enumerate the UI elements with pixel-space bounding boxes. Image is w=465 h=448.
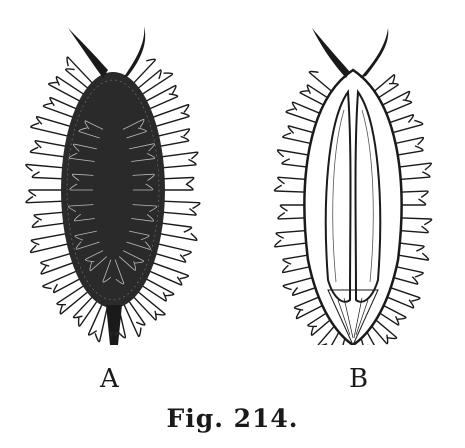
spine-hook xyxy=(95,304,108,342)
spine-hook xyxy=(387,115,413,124)
spine-hook xyxy=(123,302,141,337)
spine-hook xyxy=(31,244,69,253)
spine-hook xyxy=(398,172,430,180)
spine-hook xyxy=(278,213,307,219)
burr-whole-illustration xyxy=(18,0,208,345)
burr-horn-right xyxy=(360,28,388,78)
spine-hook xyxy=(89,302,104,335)
spine-hook xyxy=(34,212,64,220)
spine-hook xyxy=(152,262,189,279)
spine-hook xyxy=(50,98,78,110)
spine-hook xyxy=(162,209,196,216)
spine-hook xyxy=(276,230,308,238)
spine-hook xyxy=(137,70,161,89)
spine-hook xyxy=(292,102,322,114)
spine-hook xyxy=(148,94,177,110)
spine-hook xyxy=(395,146,423,156)
spine-hook xyxy=(161,152,198,159)
spine-hook xyxy=(163,201,200,208)
spine-hook xyxy=(26,164,64,171)
spine-hook xyxy=(163,177,194,183)
spine-hook xyxy=(159,233,197,240)
spine-hook xyxy=(79,299,99,326)
artist-signature: F.H. xyxy=(109,330,122,339)
spine-hook xyxy=(132,295,156,320)
spine-hook xyxy=(29,190,63,196)
spine-hook xyxy=(32,172,63,179)
spine-hook xyxy=(282,159,309,167)
burr-horn-left xyxy=(68,28,108,78)
spine-hook xyxy=(397,163,432,170)
spine-hook xyxy=(283,277,316,290)
spine-hook xyxy=(300,91,326,107)
spine-hook xyxy=(66,69,90,90)
spine-hook xyxy=(161,223,192,232)
spine-hook xyxy=(37,117,72,127)
spine-hook xyxy=(30,147,65,157)
spine-hook xyxy=(288,126,316,133)
spine-hook xyxy=(162,159,196,167)
spine-hook xyxy=(399,191,428,197)
spine-hook xyxy=(159,136,188,146)
burr-horn-left xyxy=(312,28,350,78)
spine-hook xyxy=(155,253,186,262)
spine-hook xyxy=(283,133,313,144)
spine-hook xyxy=(399,199,426,205)
spine-hook xyxy=(73,295,93,317)
spine-hook xyxy=(56,77,85,95)
spine-hook xyxy=(67,57,94,85)
panel-label-a: A xyxy=(100,364,119,394)
spine-hook xyxy=(141,73,173,95)
spine-hook xyxy=(32,221,65,228)
spine-hook xyxy=(41,253,72,266)
spine-hook xyxy=(278,177,308,184)
spine-hook xyxy=(278,150,311,157)
spine-hook xyxy=(275,240,310,247)
spine-hook xyxy=(35,141,67,148)
spine-hook xyxy=(57,285,85,305)
spine-hook xyxy=(390,120,423,133)
spine-hook xyxy=(31,234,66,245)
spine-hook xyxy=(145,278,174,296)
spine-hook xyxy=(393,138,424,145)
spine-hook xyxy=(128,299,145,325)
spine-hook xyxy=(41,262,74,274)
spine-hook xyxy=(163,184,193,190)
burr-wall xyxy=(304,70,401,345)
spine-hook xyxy=(31,123,69,136)
spine-hook xyxy=(309,71,334,93)
burr-stalk xyxy=(106,305,122,345)
spine-hook xyxy=(395,253,428,260)
spine-hook xyxy=(280,205,307,211)
spine-hook xyxy=(399,218,432,225)
spine-hook xyxy=(137,291,165,315)
spine-hook xyxy=(43,271,78,289)
spine-hook xyxy=(26,197,63,203)
spine-hook xyxy=(152,105,189,118)
spine-hook xyxy=(274,185,307,192)
burr-section-illustration xyxy=(258,0,448,345)
spine-hook xyxy=(157,244,191,256)
spine-hook xyxy=(157,129,189,136)
spine-hook xyxy=(60,291,89,314)
burr-horn-right xyxy=(123,26,145,78)
panel-label-b: B xyxy=(349,364,369,394)
figure-caption: Fig. 214. xyxy=(166,404,299,433)
spine-hook xyxy=(398,226,428,233)
